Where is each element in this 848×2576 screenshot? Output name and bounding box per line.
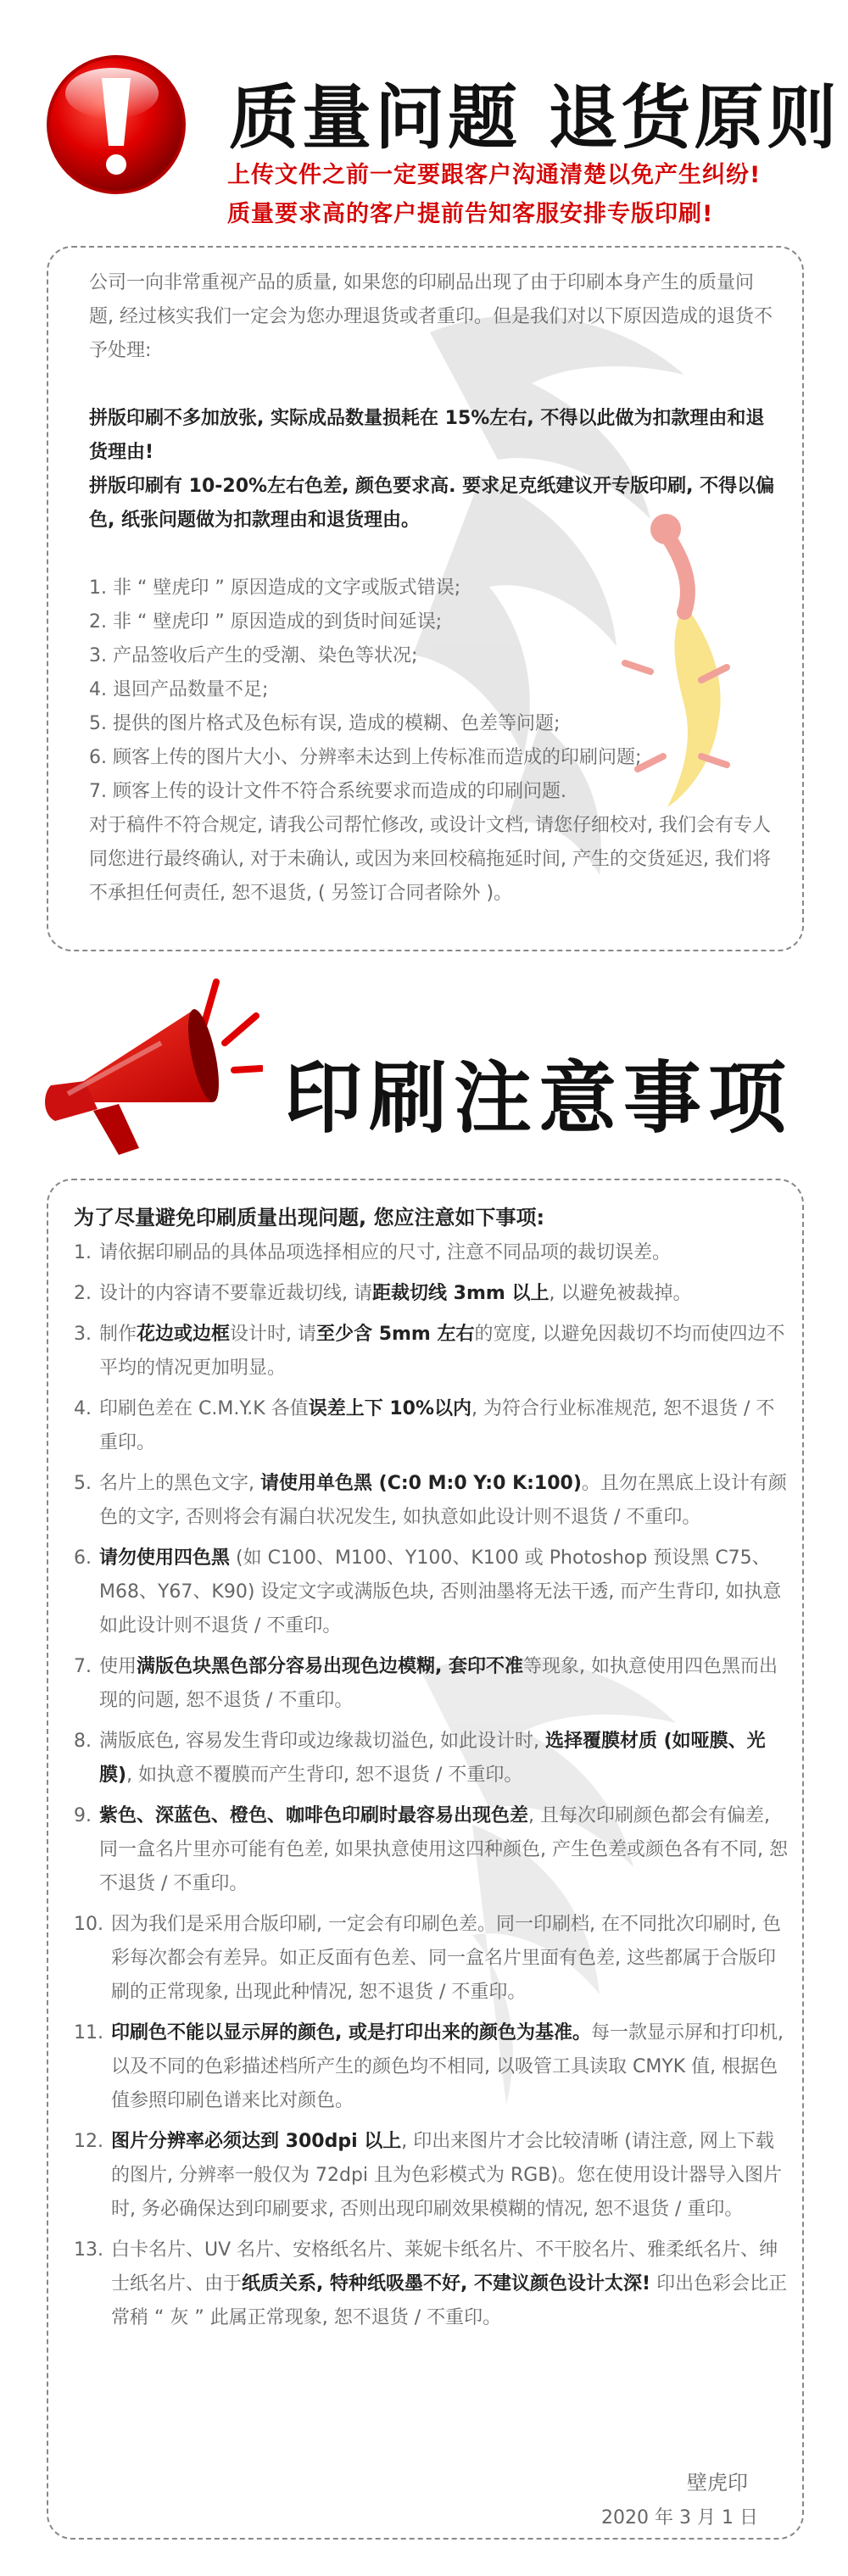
list-item: 12. 图片分辨率必须达到 300dpi 以上, 印出来图片才会比较清晰 (请注意, 网上下载的图片, 分辨率一般仅为 72dpi 且为色彩模式为 RGB)。您在使用设计器导入图片时, 务必确保达到印刷要求, 否则出现印刷效果模糊的情况, 恕不退货 / 重印。 xyxy=(74,2131,783,2220)
list-item: 8. 满版底色, 容易发生背印或边缘裁切溢色, 如此设计时, 选择覆膜材质 (如哑膜、光膜), 如执意不覆膜而产生背印, 恕不退货 / 不重印。 xyxy=(74,1731,766,1786)
list-item: 2. 设计的内容请不要靠近裁切线, 请距裁切线 3mm 以上, 以避免被裁掉。 xyxy=(74,1283,692,1304)
list-item: 6. 顾客上传的图片大小、分辨率未达到上传标准而造成的印刷问题; xyxy=(89,747,642,768)
list-item: 11. 印刷色不能以显示屏的颜色, 或是打印出来的颜色为基准。每一款显示屏和打印机, 以及不同的色彩描述档所产生的颜色均不相同, 以吸管工具读取 CMYK 值, 根据色值参照印刷色谱来比对颜色。 xyxy=(74,2022,784,2111)
printing-notes-box xyxy=(47,1179,804,2540)
signature-name: 壁虎印 xyxy=(687,2471,748,2495)
list-item: 10. 因为我们是采用合版印刷, 一定会有印刷色差。同一印刷档, 在不同批次印刷时, 色彩每次都会有差异。如正反面有色差、同一盒名片里面有色差, 这些都属于合版印刷的正常现象, 出现此种情况, 恕不退货 / 不重印。 xyxy=(74,1914,781,2003)
quality-header xyxy=(0,0,848,229)
return-closing-text: 对于稿件不符合规定, 请我公司帮忙修改, 或设计文档, 请您仔细校对, 我们会有专人同您进行最终确认, 对于未确认, 或因为来回校稿拖延时间, 产生的交货延迟, 我们将不承担任何责任, 恕不退货, ( 另签订合同者除外 )。 xyxy=(89,815,771,904)
list-item: 9. 紫色、深蓝色、橙色、咖啡色印刷时最容易出现色差, 且每次印刷颜色都会有偏差, 同一盒名片里亦可能有色差, 如果执意使用这四种颜色, 产生色差或颜色各有不同, 恕不退货 / 不重印。 xyxy=(74,1805,788,1894)
subtitle-line-1: 上传文件之前一定要跟客户沟通清楚以免产生纠纷! xyxy=(227,162,762,188)
notes-intro: 为了尽量避免印刷质量出现问题, 您应注意如下事项: xyxy=(74,1206,545,1229)
list-item: 1. 非 “ 壁虎印 ” 原因造成的文字或版式错误; xyxy=(89,577,461,599)
megaphone-icon xyxy=(34,975,263,1162)
exclusion-list xyxy=(89,572,778,809)
list-item: 2. 非 “ 壁虎印 ” 原因造成的到货时间延误; xyxy=(89,611,443,633)
printing-notes-header xyxy=(0,967,848,1170)
page-title-quality: 质量问题 退货原则 xyxy=(229,78,840,159)
list-item: 4. 退回产品数量不足; xyxy=(89,679,269,700)
exclamation-warning-icon xyxy=(44,53,188,197)
list-item: 5. 提供的图片格式及色标有误, 造成的模糊、色差等问题; xyxy=(89,713,561,734)
list-item: 3. 产品签收后产生的受潮、染色等状况; xyxy=(89,645,418,666)
printing-notes-content xyxy=(74,1199,790,2342)
list-item: 1. 请依据印刷品的具体品项选择相应的尺寸, 注意不同品项的裁切误差。 xyxy=(74,1242,671,1263)
return-policy-box xyxy=(47,246,804,951)
list-item: 5. 名片上的黑色文字, 请使用单色黑 (C:0 M:0 Y:0 K:100)。且勿在黑底上设计有颜色的文字, 否则将会有漏白状况发生, 如执意如此设计则不退货 / 不重印。 xyxy=(74,1473,787,1528)
bold-rule-2: 拼版印刷有 10-20%左右色差, 颜色要求高. 要求足克纸建议开专版印刷, 不得以偏色, 纸张问题做为扣款理由和退货理由。 xyxy=(89,476,775,531)
subtitle-line-2: 质量要求高的客户提前告知客服安排专版印刷! xyxy=(227,201,714,227)
list-item: 7. 使用满版色块黑色部分容易出现色边模糊, 套印不准等现象, 如执意使用四色黑而出现的问题, 恕不退货 / 不重印。 xyxy=(74,1656,778,1711)
return-intro-text: 公司一向非常重视产品的质量, 如果您的印刷品出现了由于印刷本身产生的质量问题, 经过核实我们一定会为您办理退货或者重印。但是我们对以下原因造成的退货不予处理: xyxy=(89,272,773,361)
page-title-printing-notes: 印刷注意事项 xyxy=(284,1053,794,1144)
bold-rule-1: 拼版印刷不多加放张, 实际成品数量损耗在 15%左右, 不得以此做为扣款理由和退货理由! xyxy=(89,408,765,463)
list-item: 13. 白卡名片、UV 名片、安格纸名片、莱妮卡纸名片、不干胶名片、雅柔纸名片、绅士纸名片、由于纸质关系, 特种纸吸墨不好, 不建议颜色设计太深! 印出色彩会比正常稍 “ 灰 ” 此属正常现象, 恕不退货 / 不重印。 xyxy=(74,2239,788,2328)
list-item: 7. 顾客上传的设计文件不符合系统要求而造成的印刷问题. xyxy=(89,781,566,802)
list-item: 6. 请勿使用四色黑 (如 C100、M100、Y100、K100 或 Photoshop 预设黑 C75、M68、Y67、K90) 设定文字或满版色块, 否则油墨将无法干透, 而产生背印, 如执意如此设计则不退货 / 不重印。 xyxy=(74,1547,782,1636)
return-policy-content xyxy=(89,266,778,911)
list-item: 3. 制作花边或边框设计时, 请至少含 5mm 左右的宽度, 以避免因裁切不均而使四边不平均的情况更加明显。 xyxy=(74,1324,785,1379)
signature-date: 2020 年 3 月 1 日 xyxy=(601,2507,758,2529)
list-item: 4. 印刷色差在 C.M.Y.K 各值误差上下 10%以内, 为符合行业标准规范, 恕不退货 / 不重印。 xyxy=(74,1398,775,1453)
